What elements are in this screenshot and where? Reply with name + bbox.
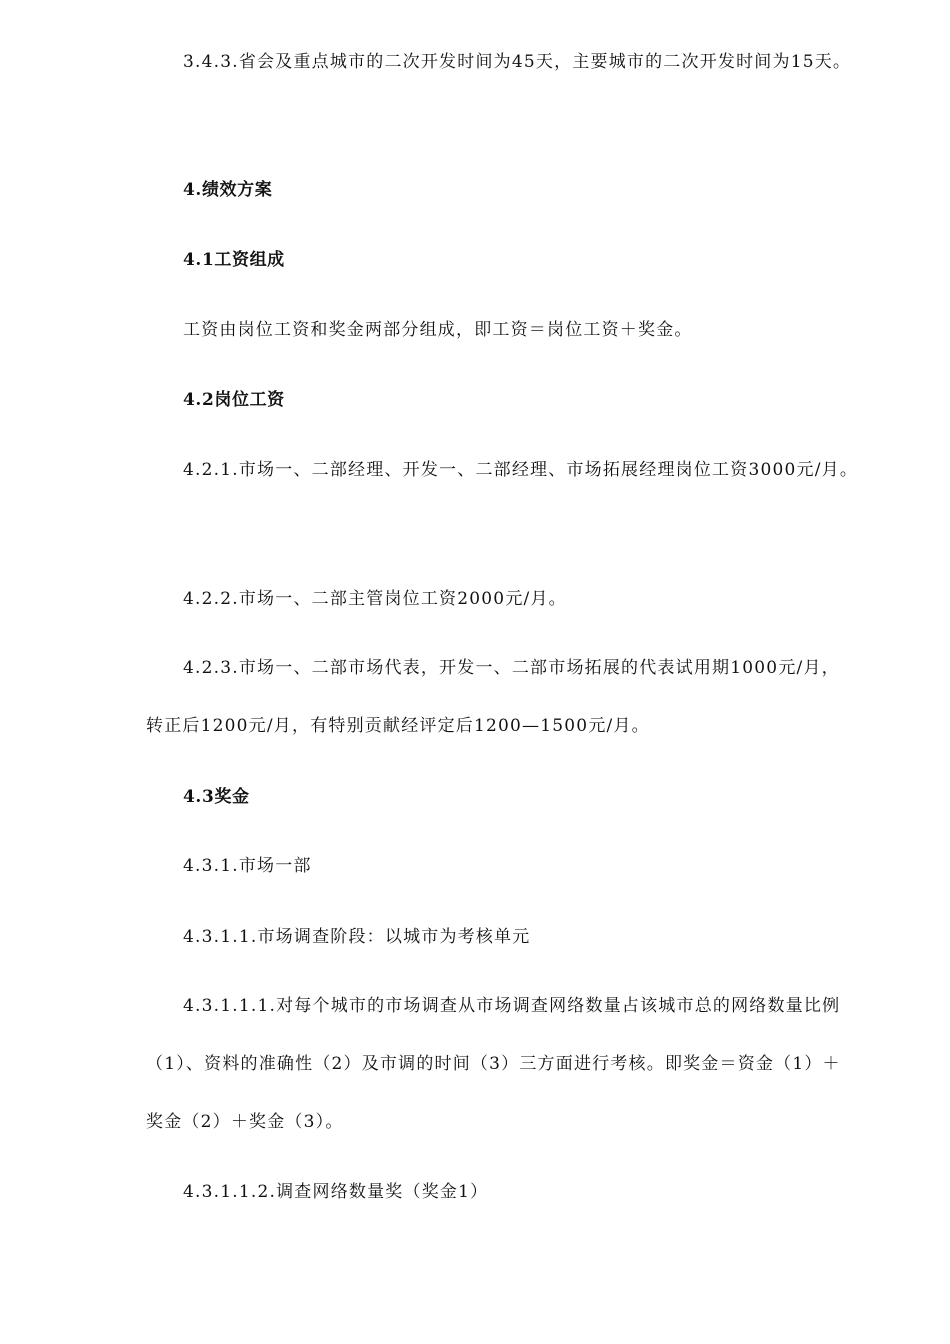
heading-4-1-salary-composition: 4.1工资组成 xyxy=(183,250,285,270)
heading-4-3-bonus: 4.3奖金 xyxy=(183,787,250,807)
heading-4-2-position-salary: 4.2岗位工资 xyxy=(183,390,285,410)
paragraph-4-2-3-line-2: 转正后1200元/月，有特别贡献经评定后1200—1500元/月。 xyxy=(146,716,650,736)
paragraph-salary-formula: 工资由岗位工资和奖金两部分组成，即工资＝岗位工资＋奖金。 xyxy=(183,320,693,340)
paragraph-4-3-1-1-2: 4.3.1.1.2.调查网络数量奖（奖金1） xyxy=(183,1182,489,1202)
paragraph-4-3-1-1-1-line-2: （1）、资料的准确性（2）及市调的时间（3）三方面进行考核。即奖金＝资金（1）＋ xyxy=(146,1054,841,1074)
paragraph-4-2-2: 4.2.2.市场一、二部主管岗位工资2000元/月。 xyxy=(183,589,567,609)
heading-4-performance-plan: 4.绩效方案 xyxy=(183,180,273,200)
paragraph-4-2-3-line-1: 4.2.3.市场一、二部市场代表，开发一、二部市场拓展的代表试用期1000元/月， xyxy=(183,658,840,678)
paragraph-3-4-3: 3.4.3.省会及重点城市的二次开发时间为45天，主要城市的二次开发时间为15天。 xyxy=(183,52,852,72)
paragraph-4-2-1: 4.2.1.市场一、二部经理、开发一、二部经理、市场拓展经理岗位工资3000元/月。 xyxy=(183,460,859,480)
paragraph-4-3-1-1-1-line-1: 4.3.1.1.1.对每个城市的市场调查从市场调查网络数量占该城市总的网络数量比例 xyxy=(183,996,841,1016)
paragraph-4-3-1-1: 4.3.1.1.市场调查阶段：以城市为考核单元 xyxy=(183,927,531,947)
paragraph-4-3-1: 4.3.1.市场一部 xyxy=(183,856,312,876)
paragraph-4-3-1-1-1-line-3: 奖金（2）＋奖金（3）。 xyxy=(146,1112,344,1132)
